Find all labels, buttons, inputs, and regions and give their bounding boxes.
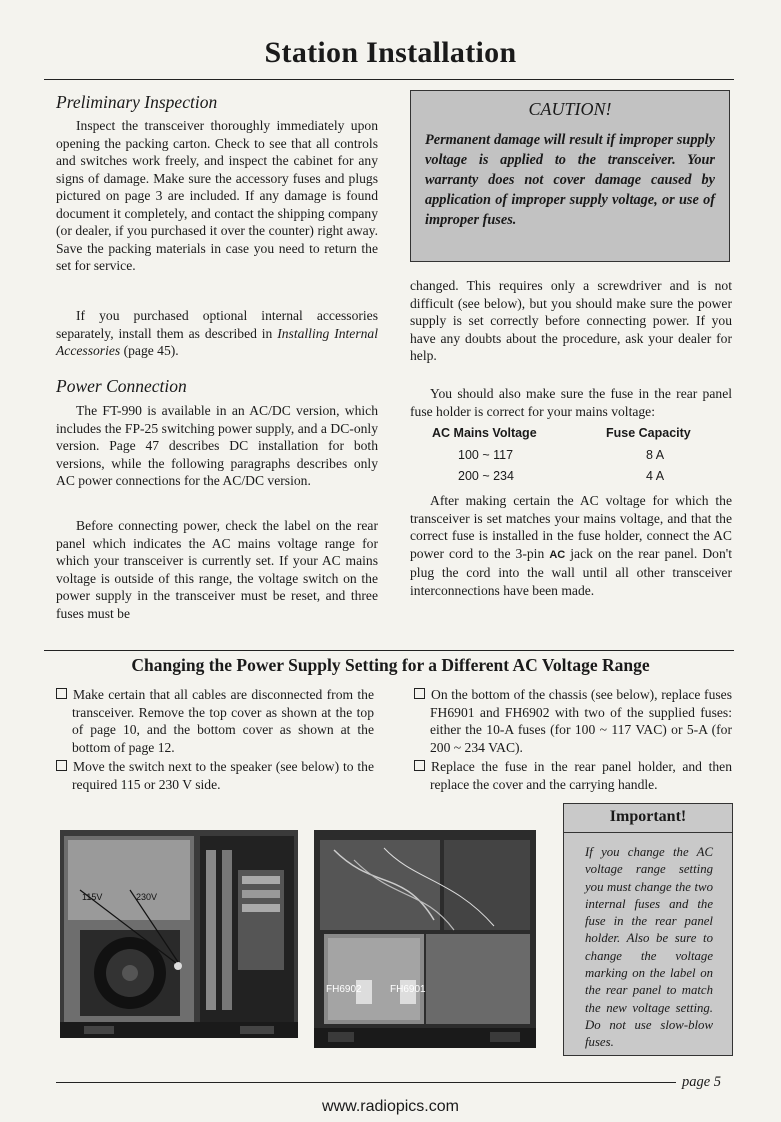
preliminary-paragraph-2 (56, 307, 378, 360)
checkbox-icon (56, 688, 67, 699)
caution-title: CAUTION! (528, 99, 612, 119)
checkbox-icon (414, 688, 425, 699)
preliminary-paragraph-1: Inspect the transceiver thoroughly immediately upon opening the packing carton. Check to see that all controls and switches work freely, and inspect the cabinet for any signs of damage. Make sure the accessory fuses and plugs pictured on page 3 are included. If any damage is found document it completely, and contact the shipping company (or dealer, if you purchased it over the counter) right away. Save the packing materials in case you need to return the set for service. (56, 118, 378, 273)
right-paragraph-2: You should also make sure the fuse in the rear panel fuse holder is correct for your mains voltage: (410, 386, 732, 419)
power-paragraph-1: The FT-990 is available in an AC/DC version, which includes the FP-25 switching power supply, and a DC-only version. Page 47 describes DC installation for both versions, while the following paragraphs describes only AC power connections for the AC/DC version. (56, 403, 378, 488)
switch-230v-label: 230V (136, 892, 158, 902)
checklist-item (414, 758, 732, 793)
checkbox-icon (56, 760, 67, 771)
caution-text: Permanent damage will result if improper supply voltage is applied to the transceiver. Your warranty does not cover damage caused by application of improper supply voltage, or use of improper fuses. (425, 132, 715, 228)
page-title: Station Installation (264, 36, 517, 69)
checklist-item (414, 686, 732, 756)
right-paragraph-1: changed. This requires only a screwdriver and is not difficult (see below), but you should make sure the power supply is set correctly before connecting power. If you have any doubts about the procedure, ask your dealer for help. (410, 278, 732, 363)
preliminary-p2-end: (page 45). (120, 343, 179, 358)
preliminary-p2-start: If you purchased optional internal accessories separately, install them as described in (56, 308, 378, 341)
power-paragraph-2: Before connecting power, check the label on the rear panel which indicates the AC mains voltage range for which your transceiver is currently set. If your AC mains voltage is outside of this range, the voltage switch on the power supply in the transceiver must be reset, and three fuses must be (56, 518, 378, 621)
page-number: page 5 (682, 1074, 722, 1090)
fuse-table-voltage-row-1: 100 ~ 117 (458, 448, 514, 462)
checklist-item-text: Make certain that all cables are disconnected from the transceiver. Remove the top cover as shown at the top of page 10, and the bottom cover as shown at the bottom of page 12. (72, 687, 374, 755)
preliminary-heading: Preliminary Inspection (56, 92, 218, 112)
switch-115v-label: 115V (82, 892, 103, 902)
fuse-table (410, 426, 732, 486)
checklist-item-text: Replace the fuse in the rear panel holder, and then replace the cover and the carrying handle. (430, 759, 732, 792)
transceiver-bottom-view-photo (314, 830, 536, 1048)
changing-section-title: Changing the Power Supply Setting for a Different AC Voltage Range (131, 655, 650, 675)
important-divider (563, 832, 733, 833)
fuse-table-voltage-row-2: 200 ~ 234 (458, 469, 514, 483)
ac-jack-label: AC (549, 548, 566, 561)
important-text: If you change the AC voltage range setting you must change the two internal fuses and the fuse in the rear panel holder. Also be sure to change the voltage marking on the label on the rear panel to match the new voltage setting. Do not use slow-blow fuses. (585, 845, 713, 1050)
checklist-item-text: Move the switch next to the speaker (see below) to the required 115 or 230 V side. (72, 759, 374, 792)
source-watermark: www.radiopics.com (322, 1098, 459, 1115)
fuse-fh6901-label: FH6901 (390, 984, 426, 995)
checkbox-icon (414, 760, 425, 771)
checklist-item (56, 758, 374, 793)
caution-box (410, 90, 730, 262)
fuse-table-fuse-row-1: 8 A (646, 448, 665, 462)
checklist-item-text: On the bottom of the chassis (see below), replace fuses FH6901 and FH6902 with two of the supplied fuses: either the 10-A fuses (for 100 ~ 117 VAC) or 5-A (for 200 ~ 234 VAC). (430, 687, 732, 755)
transceiver-top-view-photo (60, 830, 298, 1038)
right-p3-end: jack on the rear panel. Don't plug the cord into the wall until all other transceiver interconnections have been made. (410, 545, 733, 598)
fuse-table-header-voltage: AC Mains Voltage (432, 426, 537, 440)
important-title: Important! (609, 808, 687, 825)
fuse-fh6902-label: FH6902 (326, 984, 362, 995)
right-p3-start: After making certain the AC voltage for which the transceiver is set matches your mains voltage, and that the correct fuse is installed in the fuse holder, connect the AC power cord to the 3-pin (410, 493, 732, 561)
power-connection-heading: Power Connection (56, 376, 187, 396)
checklist-item (56, 686, 374, 756)
title-divider (44, 79, 734, 80)
fuse-table-fuse-row-2: 4 A (646, 469, 665, 483)
installing-accessories-reference: Installing Internal Accessories (56, 325, 378, 358)
fuse-table-header-capacity: Fuse Capacity (606, 426, 691, 440)
footer-divider (56, 1082, 676, 1083)
right-paragraph-3 (410, 492, 732, 599)
